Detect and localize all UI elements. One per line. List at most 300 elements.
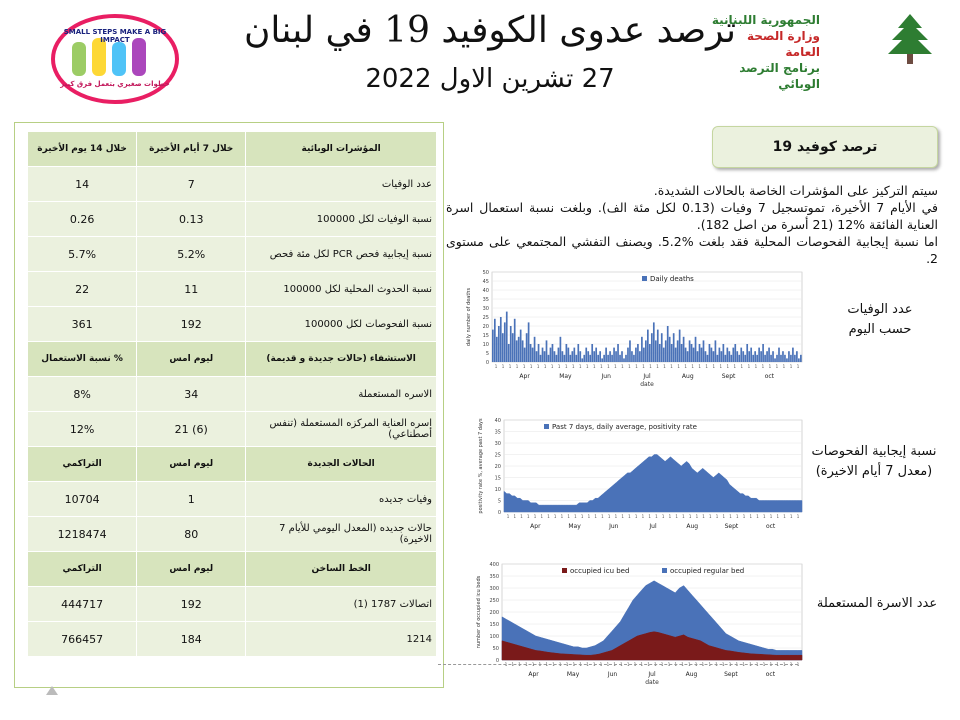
- x-day-tick: 1: [681, 662, 684, 667]
- x-day-tick: 1: [691, 364, 694, 369]
- y-axis-label: positivity rate %, average past 7 days: [478, 418, 484, 514]
- bar: [655, 340, 657, 362]
- ministry-logo-text: [710, 12, 820, 92]
- x-day-tick: 1: [776, 514, 780, 519]
- bar: [726, 348, 728, 362]
- row-label: وفيات جديده: [246, 482, 437, 517]
- header-cell: خلال 14 يوم الأخيرة: [28, 132, 137, 167]
- x-day-tick: 1: [694, 662, 698, 667]
- x-day-tick: 1: [660, 662, 664, 667]
- beds-chart-caption: [812, 594, 942, 614]
- x-day-tick: 1: [572, 662, 576, 667]
- y-tick-label: 0: [497, 510, 501, 516]
- bar: [516, 340, 518, 362]
- x-day-tick: 1: [656, 364, 659, 369]
- bar: [651, 333, 653, 362]
- bar: [649, 344, 651, 362]
- x-tick-label: Jun: [607, 671, 618, 678]
- x-tick-label: Aug: [685, 671, 698, 678]
- x-tick-label: Jul: [643, 373, 651, 380]
- table-row: [28, 167, 437, 202]
- x-day-tick: 1: [769, 514, 773, 519]
- bar: [633, 355, 635, 362]
- x-day-tick: 1: [531, 662, 535, 667]
- x-day-tick: 1: [708, 662, 711, 667]
- x-tick-label: Jul: [648, 671, 656, 678]
- bar: [800, 355, 802, 362]
- bar: [621, 351, 623, 362]
- y-tick-label: 10: [494, 487, 501, 493]
- row-value-14d: 0.26: [28, 202, 137, 237]
- bar: [595, 348, 597, 362]
- bar: [772, 351, 774, 362]
- x-day-tick: 1: [641, 514, 645, 519]
- y-tick-label: 25: [482, 315, 489, 321]
- x-day-tick: 1: [688, 662, 691, 667]
- bar: [611, 355, 613, 362]
- bar: [558, 348, 560, 362]
- x-day-tick: 1: [796, 662, 800, 667]
- bar: [697, 351, 699, 362]
- x-day-tick: 1: [506, 514, 510, 519]
- bar: [756, 355, 758, 362]
- y-tick-label: 20: [482, 324, 489, 330]
- x-tick-label: Jul: [649, 523, 657, 530]
- x-day-tick: 1: [709, 514, 712, 519]
- bar: [566, 344, 568, 362]
- x-day-tick: 1: [754, 364, 758, 369]
- daily-deaths-chart: [462, 264, 808, 388]
- row-label: اسره العناية المركزه المستعملة (تنفس أصطناعي): [246, 412, 437, 447]
- y-tick-label: 50: [482, 270, 489, 276]
- x-day-tick: 1: [755, 662, 759, 667]
- row-value-yesterday: 192: [137, 587, 246, 622]
- x-day-tick: 1: [565, 662, 569, 667]
- x-day-tick: 1: [735, 662, 739, 667]
- bar: [504, 322, 506, 362]
- header-cell: ليوم امس: [137, 447, 246, 482]
- x-day-tick: 1: [525, 662, 528, 667]
- table-row: [28, 202, 437, 237]
- x-day-tick: 1: [543, 364, 547, 369]
- bar: [625, 355, 627, 362]
- row-value-cumulative: 444717: [28, 587, 137, 622]
- x-day-tick: 1: [533, 514, 537, 519]
- x-day-tick: 1: [526, 514, 530, 519]
- cedar-logo-icon: [880, 10, 940, 70]
- bar: [520, 330, 522, 362]
- header-cell: ليوم امس: [137, 342, 246, 377]
- y-tick-label: 25: [494, 452, 501, 459]
- bar: [619, 355, 621, 362]
- x-day-tick: 1: [515, 364, 519, 369]
- x-day-tick: 1: [628, 364, 631, 369]
- indicators-panel: [14, 122, 444, 688]
- x-day-tick: 1: [567, 514, 570, 519]
- bar: [780, 355, 782, 362]
- x-day-tick: 1: [667, 662, 671, 667]
- x-tick-label: Apr: [519, 373, 530, 380]
- bar: [679, 330, 681, 362]
- x-day-tick: 1: [628, 514, 631, 519]
- bar: [768, 348, 770, 362]
- bar: [711, 348, 713, 362]
- x-day-tick: 1: [654, 662, 657, 667]
- row-value-usage: 12%: [28, 412, 137, 447]
- x-tick-label: Sept: [724, 523, 739, 530]
- x-tick-label: Sept: [721, 373, 736, 380]
- ministry-line-3: برنامج الترصد الوبائي: [739, 61, 820, 91]
- bar: [502, 333, 504, 362]
- x-day-tick: 1: [655, 514, 658, 519]
- bar: [532, 348, 534, 362]
- x-day-tick: 1: [553, 514, 557, 519]
- row-label: عدد الوفيات: [246, 167, 437, 202]
- x-day-tick: 1: [614, 364, 617, 369]
- x-day-tick: 1: [782, 364, 786, 369]
- x-day-tick: 1: [606, 662, 610, 667]
- table-row: [28, 622, 437, 657]
- bar: [776, 355, 778, 362]
- x-day-tick: 1: [571, 364, 575, 369]
- bar: [748, 351, 750, 362]
- x-day-tick: 1: [719, 364, 723, 369]
- bar: [599, 351, 601, 362]
- bar: [691, 344, 693, 362]
- x-day-tick: 1: [626, 662, 630, 667]
- x-day-tick: 1: [756, 514, 759, 519]
- bar: [528, 322, 530, 362]
- x-day-tick: 1: [522, 364, 526, 369]
- caption-line: نسبة إيجابية الفحوصات: [811, 444, 937, 459]
- bar: [653, 322, 655, 362]
- bar: [568, 348, 570, 362]
- bar: [784, 355, 786, 362]
- legend-label: occupied icu bed: [570, 567, 630, 575]
- bar: [617, 344, 619, 362]
- y-tick-label: 300: [489, 586, 499, 592]
- x-day-tick: 1: [677, 364, 680, 369]
- bar: [562, 351, 564, 362]
- bar: [631, 351, 633, 362]
- section-title: ترصد كوفيد 19: [712, 126, 938, 168]
- x-day-tick: 1: [508, 364, 512, 369]
- bar: [760, 351, 762, 362]
- x-day-tick: 1: [695, 514, 699, 519]
- x-day-tick: 1: [670, 364, 673, 369]
- bar: [683, 337, 685, 362]
- x-day-tick: 1: [513, 514, 517, 519]
- y-axis-label: number of occupied icu beds: [476, 575, 482, 649]
- x-day-tick: 1: [586, 364, 589, 369]
- bar: [623, 358, 625, 362]
- summary-line-2: في الأيام 7 الأخيرة، تموتسجيل 7 وفيات (0.13 لكل مئة الف). وبلغت نسبة استعمال اسرة العناية الفائقة %12 (21 أسرة من اصل 182).: [446, 200, 938, 232]
- caption-line: عدد الوفيات: [847, 302, 913, 317]
- bar: [695, 337, 697, 362]
- row-label: حالات جديده (المعدل اليومي للأيام 7 الاخيرة): [246, 517, 437, 552]
- bar: [665, 340, 667, 362]
- bar: [564, 355, 566, 362]
- bar: [560, 337, 562, 362]
- legend-swatch: [662, 568, 667, 573]
- bar: [645, 340, 647, 362]
- bar: [500, 317, 502, 362]
- campaign-badge: [50, 12, 180, 106]
- legend-swatch: [562, 568, 567, 573]
- row-value-14d: 361: [28, 307, 137, 342]
- x-day-tick: 1: [552, 662, 555, 667]
- x-day-tick: 1: [559, 662, 562, 667]
- bar: [609, 351, 611, 362]
- bar: [494, 319, 496, 362]
- x-day-tick: 1: [768, 364, 772, 369]
- x-day-tick: 1: [501, 364, 505, 369]
- bar: [637, 344, 639, 362]
- bar: [730, 355, 732, 362]
- x-day-tick: 1: [783, 662, 786, 667]
- bar: [522, 340, 524, 362]
- x-day-tick: 1: [593, 364, 596, 369]
- hospitalization-header-row: [28, 342, 437, 377]
- bar: [643, 348, 645, 362]
- header-cell: ليوم امس: [137, 552, 246, 587]
- bar: [736, 351, 738, 362]
- x-tick-label: Sept: [724, 671, 738, 678]
- row-value-14d: 5.7%: [28, 237, 137, 272]
- x-day-tick: 1: [574, 514, 577, 519]
- bar: [671, 344, 673, 362]
- bar: [627, 348, 629, 362]
- row-value-yesterday: 184: [137, 622, 246, 657]
- bar: [774, 358, 776, 362]
- x-day-tick: 1: [649, 364, 652, 369]
- x-tick-label: May: [566, 671, 580, 678]
- bar: [613, 348, 615, 362]
- x-day-tick: 1: [607, 364, 610, 369]
- x-day-tick: 1: [705, 364, 708, 369]
- x-day-tick: 1: [579, 364, 582, 369]
- row-value-yesterday: (6) 21: [137, 412, 246, 447]
- x-tick-label: Apr: [528, 671, 539, 678]
- row-value-14d: 14: [28, 167, 137, 202]
- bar: [546, 340, 548, 362]
- bar: [510, 326, 512, 362]
- bar: [675, 348, 677, 362]
- x-day-tick: 1: [518, 662, 521, 667]
- bar: [778, 348, 780, 362]
- x-day-tick: 1: [520, 514, 523, 519]
- bar: [723, 344, 725, 362]
- x-day-tick: 1: [749, 662, 752, 667]
- y-tick-label: 15: [482, 333, 489, 339]
- bar: [705, 351, 707, 362]
- x-day-tick: 1: [668, 514, 672, 519]
- row-value-7d: 192: [137, 307, 246, 342]
- bar: [554, 351, 556, 362]
- bar: [506, 312, 508, 362]
- bar: [498, 326, 500, 362]
- row-value-7d: 11: [137, 272, 246, 307]
- x-day-tick: 1: [607, 514, 611, 519]
- y-tick-label: 45: [482, 279, 489, 285]
- row-value-cumulative: 10704: [28, 482, 137, 517]
- table-row: [28, 482, 437, 517]
- row-label: نسبة الحدوث المحلية لكل 100000: [246, 272, 437, 307]
- table-row: [28, 272, 437, 307]
- x-day-tick: 1: [675, 514, 678, 519]
- bar: [571, 351, 573, 362]
- bar: [641, 337, 643, 362]
- bar: [583, 355, 585, 362]
- bar: [782, 351, 784, 362]
- row-value-14d: 22: [28, 272, 137, 307]
- bar: [685, 348, 687, 362]
- bar: [647, 330, 649, 362]
- row-label: الاسره المستعملة: [246, 377, 437, 412]
- table-row: [28, 517, 437, 552]
- bar: [701, 348, 703, 362]
- x-day-tick: 1: [789, 514, 793, 519]
- x-day-tick: 1: [620, 662, 623, 667]
- x-day-tick: 1: [545, 662, 549, 667]
- bar: [544, 351, 546, 362]
- x-day-tick: 1: [614, 514, 618, 519]
- bar: [601, 358, 603, 362]
- bar: [703, 340, 705, 362]
- y-tick-label: 35: [494, 429, 501, 436]
- x-day-tick: 1: [682, 514, 685, 519]
- bar: [673, 333, 675, 362]
- new-cases-header-row: [28, 447, 437, 482]
- x-tick-label: Aug: [686, 523, 699, 530]
- x-day-tick: 1: [594, 514, 597, 519]
- table-row: [28, 307, 437, 342]
- x-axis-label: date: [640, 381, 654, 388]
- x-tick-label: Aug: [681, 373, 694, 380]
- x-day-tick: 1: [749, 514, 753, 519]
- bar: [750, 348, 752, 362]
- bar: [669, 337, 671, 362]
- summary-line-3: اما نسبة إيجابية الفحوصات المحلية فقد بلغت %5.2. ويصنف التفشي المجتمعي على مستوى 2.: [446, 234, 938, 266]
- table-row: [28, 377, 437, 412]
- summary-text: [446, 182, 938, 267]
- x-tick-label: oct: [765, 671, 776, 678]
- table-row: [28, 237, 437, 272]
- bar: [699, 344, 701, 362]
- bar: [552, 344, 554, 362]
- report-date: 27 تشرين الاول 2022: [365, 64, 615, 94]
- bar: [693, 348, 695, 362]
- y-tick-label: 35: [482, 297, 489, 303]
- bar: [514, 319, 516, 362]
- bar: [508, 344, 510, 362]
- x-day-tick: 1: [550, 364, 554, 369]
- x-day-tick: 1: [789, 364, 793, 369]
- y-tick-label: 40: [494, 418, 501, 424]
- bar: [593, 351, 595, 362]
- bar: [796, 351, 798, 362]
- x-day-tick: 1: [775, 364, 779, 369]
- bar: [492, 330, 494, 362]
- row-label: نسبة إيجابية فحص PCR لكل مئة فحص: [246, 237, 437, 272]
- y-tick-label: 50: [492, 646, 499, 652]
- x-tick-label: May: [568, 523, 581, 530]
- x-day-tick: 1: [762, 662, 766, 667]
- bar: [657, 330, 659, 362]
- x-day-tick: 1: [796, 514, 800, 519]
- y-tick-label: 400: [489, 562, 499, 568]
- bar: [605, 348, 607, 362]
- caption-line: حسب اليوم: [848, 322, 912, 337]
- bar: [721, 351, 723, 362]
- triangle-marker-icon: [46, 686, 58, 695]
- y-tick-label: 20: [494, 464, 501, 470]
- bar: [725, 355, 727, 362]
- positivity-rate-chart: [474, 412, 808, 530]
- deaths-chart-caption: [820, 300, 940, 340]
- x-day-tick: 1: [547, 514, 550, 519]
- bar: [635, 348, 637, 362]
- x-day-tick: 1: [701, 662, 705, 667]
- header-cell: التراكمي: [28, 447, 137, 482]
- row-value-yesterday: 80: [137, 517, 246, 552]
- x-day-tick: 1: [504, 662, 508, 667]
- bar: [550, 348, 552, 362]
- x-day-tick: 1: [494, 364, 498, 369]
- x-tick-label: Jun: [601, 373, 611, 380]
- occupied-beds-chart: [472, 556, 808, 686]
- bar: [524, 348, 526, 362]
- x-day-tick: 1: [747, 364, 751, 369]
- bar: [709, 344, 711, 362]
- x-day-tick: 1: [688, 514, 692, 519]
- x-day-tick: 1: [613, 662, 616, 667]
- bar: [794, 355, 796, 362]
- bar: [575, 355, 577, 362]
- x-day-tick: 1: [587, 514, 591, 519]
- bar: [667, 326, 669, 362]
- y-tick-label: 200: [489, 610, 499, 616]
- bar: [758, 348, 760, 362]
- bar: [713, 351, 715, 362]
- bar: [715, 340, 717, 362]
- badge-top-text: SMALL STEPS MAKE A BIG IMPACT: [63, 28, 167, 44]
- y-tick-label: 350: [489, 574, 499, 580]
- bar: [538, 344, 540, 362]
- x-day-tick: 1: [661, 514, 665, 519]
- x-day-tick: 1: [729, 514, 732, 519]
- x-day-tick: 1: [536, 364, 540, 369]
- y-tick-label: 30: [482, 306, 489, 312]
- x-day-tick: 1: [564, 364, 568, 369]
- x-day-tick: 1: [635, 364, 638, 369]
- bar: [762, 344, 764, 362]
- table-row: [28, 587, 437, 622]
- x-tick-label: oct: [765, 523, 776, 530]
- row-value-7d: 0.13: [137, 202, 246, 237]
- x-day-tick: 1: [726, 364, 730, 369]
- bar: [681, 344, 683, 362]
- divider: [438, 664, 798, 665]
- y-tick-label: 250: [489, 598, 499, 604]
- bar: [526, 333, 528, 362]
- bar: [792, 348, 794, 362]
- ministry-line-2: وزارة الصحة العامة: [746, 29, 820, 59]
- bar: [536, 351, 538, 362]
- bar: [738, 355, 740, 362]
- row-value-7d: 5.2%: [137, 237, 246, 272]
- bar: [585, 348, 587, 362]
